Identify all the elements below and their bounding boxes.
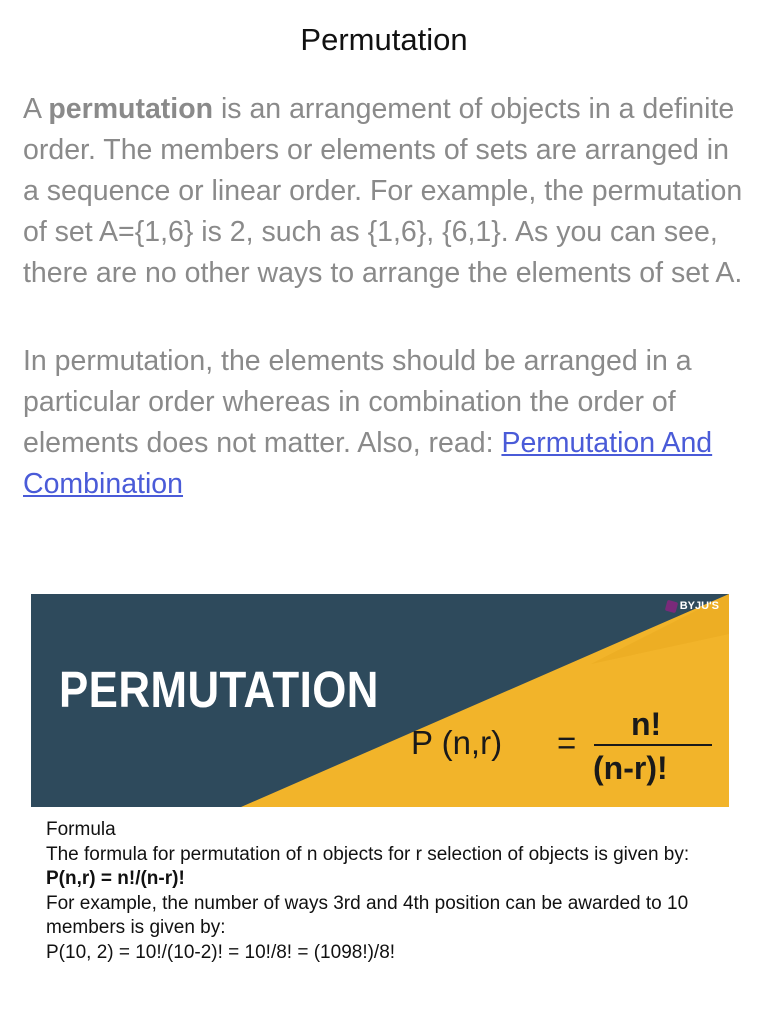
formula-denominator: (n-r)! <box>593 750 668 786</box>
intro-text: is an arrangement of objects in a definite order. The members or elements of sets are arranged in a sequence or linear order. For example, the permutation of set A={1,6} is 2, such as {1,6}, {6,1}. As you can see, there are no other ways to arrange the elements of set A. <box>23 93 743 289</box>
notes-example-intro: For example, the number of ways 3rd and 4th position can be awarded to 10 members is given by: <box>46 892 689 938</box>
comparison-text: In permutation, the elements should be arranged in a particular order whereas in combination the order of elements does not matter. Also, read: <box>23 345 692 459</box>
formula-notes <box>46 818 746 965</box>
permutation-banner <box>31 594 729 807</box>
intro-lead: A <box>23 93 49 125</box>
formula-equals: = <box>557 724 577 761</box>
notes-formula: P(n,r) = n!/(n-r)! <box>46 868 185 889</box>
formula-lhs: P (n,r) <box>411 724 503 761</box>
comparison-paragraph <box>23 341 748 505</box>
page-title: Permutation <box>300 22 468 57</box>
banner-title: PERMUTATION <box>59 661 379 718</box>
intro-paragraph <box>23 89 748 294</box>
byjus-logo-text: BYJU'S <box>679 600 719 612</box>
permutation-and-combination-link[interactable]: Permutation And Combination <box>23 427 713 500</box>
fraction-bar <box>594 744 712 746</box>
formula-numerator: n! <box>631 706 662 742</box>
notes-heading: Formula <box>46 819 116 840</box>
term-permutation: permutation <box>48 93 214 125</box>
notes-example: P(10, 2) = 10!/(10-2)! = 10!/8! = (1098!)/8! <box>46 941 396 963</box>
byjus-logo-icon <box>664 599 677 612</box>
notes-intro: The formula for permutation of n objects for r selection of objects is given by: <box>46 843 690 865</box>
byjus-logo <box>666 600 719 612</box>
